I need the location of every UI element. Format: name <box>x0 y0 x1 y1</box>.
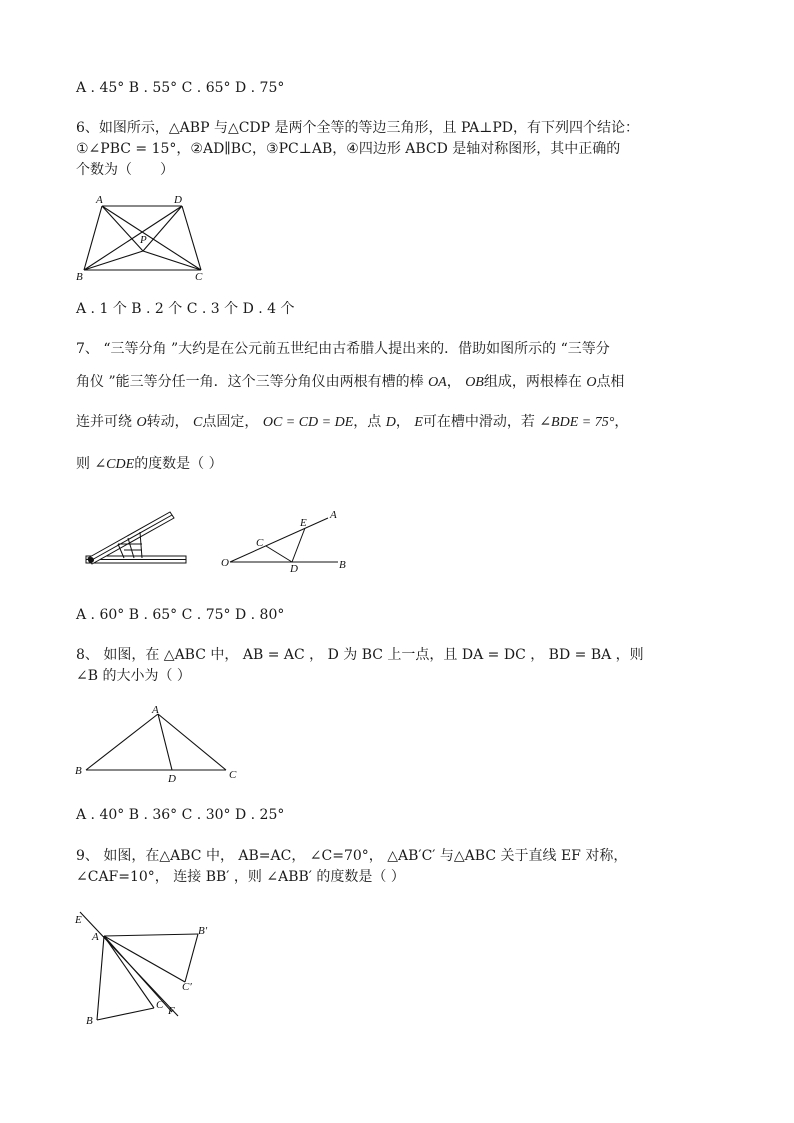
q9-label-b-prime: B′ <box>198 925 208 937</box>
q6-stem-line2: ①∠PBC = 15°，②AD∥BC，③PC⊥AB，④四边形 ABCD 是轴对称图形，其中正确的 <box>76 141 621 157</box>
q6-label-p: P <box>140 234 147 246</box>
q8-label-d: D <box>168 773 176 785</box>
q9-figure <box>72 906 212 1030</box>
q6-figure <box>76 192 210 284</box>
q7-text: 组成，两根棒在 <box>483 374 582 390</box>
q7-e: E <box>414 415 423 430</box>
q9-label-a: A <box>92 931 99 943</box>
q7-text: 的度数是（ ） <box>134 456 223 472</box>
q7-text: 角仪 ”能三等分任一角．这个三等分角仪由两根有槽的棒 <box>76 374 424 390</box>
q7-o: O <box>136 415 147 430</box>
q7-angle-cde: ∠CDE <box>94 457 135 472</box>
q9-label-e: E <box>75 914 82 926</box>
q8-label-b: B <box>75 765 82 777</box>
q9-stem-line1: 9、 如图，在△ABC 中， AB=AC， ∠C=70°， △AB′C′ 与△ABC 关于直线 EF 对称， <box>76 848 628 864</box>
q7-ob: OB <box>465 375 484 390</box>
q8-label-c: C <box>229 769 237 781</box>
q8-choices: A . 40° B . 36° C . 30° D . 25° <box>76 807 285 823</box>
q6-label-d: D <box>174 194 182 206</box>
q5-choices: A . 45° B . 55° C . 65° D . 75° <box>76 80 285 96</box>
q7-o: O <box>586 375 597 390</box>
q7-choices: A . 60° B . 65° C . 75° D . 80° <box>76 607 285 623</box>
q7-text: 可在槽中滑动，若 <box>422 414 535 430</box>
q7-text: 点固定， <box>202 414 259 430</box>
q8-stem-line1: 8、 如图，在 △ABC 中， AB = AC ， D 为 BC 上一点，且 DA = DC ， BD = BA ，则 <box>76 647 644 663</box>
q7-text: 连并可绕 <box>76 414 132 430</box>
q7-stem-line2 <box>76 373 624 392</box>
q7-stem-line3 <box>76 413 628 432</box>
q7-label-c: C <box>256 537 264 549</box>
q9-label-c: C <box>156 999 164 1011</box>
q6-stem-line1: 6、如图所示，△ABP 与△CDP 是两个全等的等边三角形，且 PA⊥PD，有下列四个结论： <box>76 120 640 136</box>
q7-trisector-device-figure <box>84 504 192 574</box>
q7-text: ， <box>395 414 410 430</box>
q7-label-e: E <box>300 517 307 529</box>
q7-text: ， <box>614 414 629 430</box>
q6-stem-line3: 个数为（ ） <box>76 162 174 178</box>
q7-text: 转动， <box>146 414 189 430</box>
q7-equation: OC = CD = DE <box>262 415 354 430</box>
q7-text: 点相 <box>596 374 625 390</box>
q8-figure <box>74 702 240 786</box>
q6-label-a: A <box>96 194 103 206</box>
q6-label-c: C <box>195 271 203 283</box>
q9-label-f: F <box>168 1005 175 1017</box>
q6-choices: A . 1 个 B . 2 个 C . 3 个 D . 4 个 <box>76 301 295 317</box>
q7-label-o: O <box>221 557 229 569</box>
q7-d: D <box>385 415 396 430</box>
q9-label-c-prime: C′ <box>182 981 192 993</box>
q7-text: ， <box>446 374 461 390</box>
q7-text: 则 <box>76 456 90 472</box>
q6-label-b: B <box>76 271 83 283</box>
q7-oa: OA <box>428 375 447 390</box>
q8-label-a: A <box>152 704 159 716</box>
q8-stem-line2: ∠B 的大小为（ ） <box>76 668 191 684</box>
q7-stem-line1: 7、 “三等分角 ”大约是在公元前五世纪由古希腊人提出来的．借助如图所示的 “三等分 <box>76 341 610 357</box>
q7-angle-bde: ∠BDE = 75° <box>539 415 615 430</box>
q9-label-b: B <box>86 1015 93 1027</box>
q7-stem-line4 <box>76 455 223 474</box>
q7-c: C <box>193 415 203 430</box>
q7-label-d: D <box>290 563 298 572</box>
q7-text: ，点 <box>353 414 382 430</box>
q7-label-b: B <box>339 559 346 571</box>
q7-label-a: A <box>330 509 337 521</box>
q9-stem-line2: ∠CAF=10°， 连接 BB′ ，则 ∠ABB′ 的度数是（ ） <box>76 869 405 885</box>
q7-figure <box>220 506 350 572</box>
